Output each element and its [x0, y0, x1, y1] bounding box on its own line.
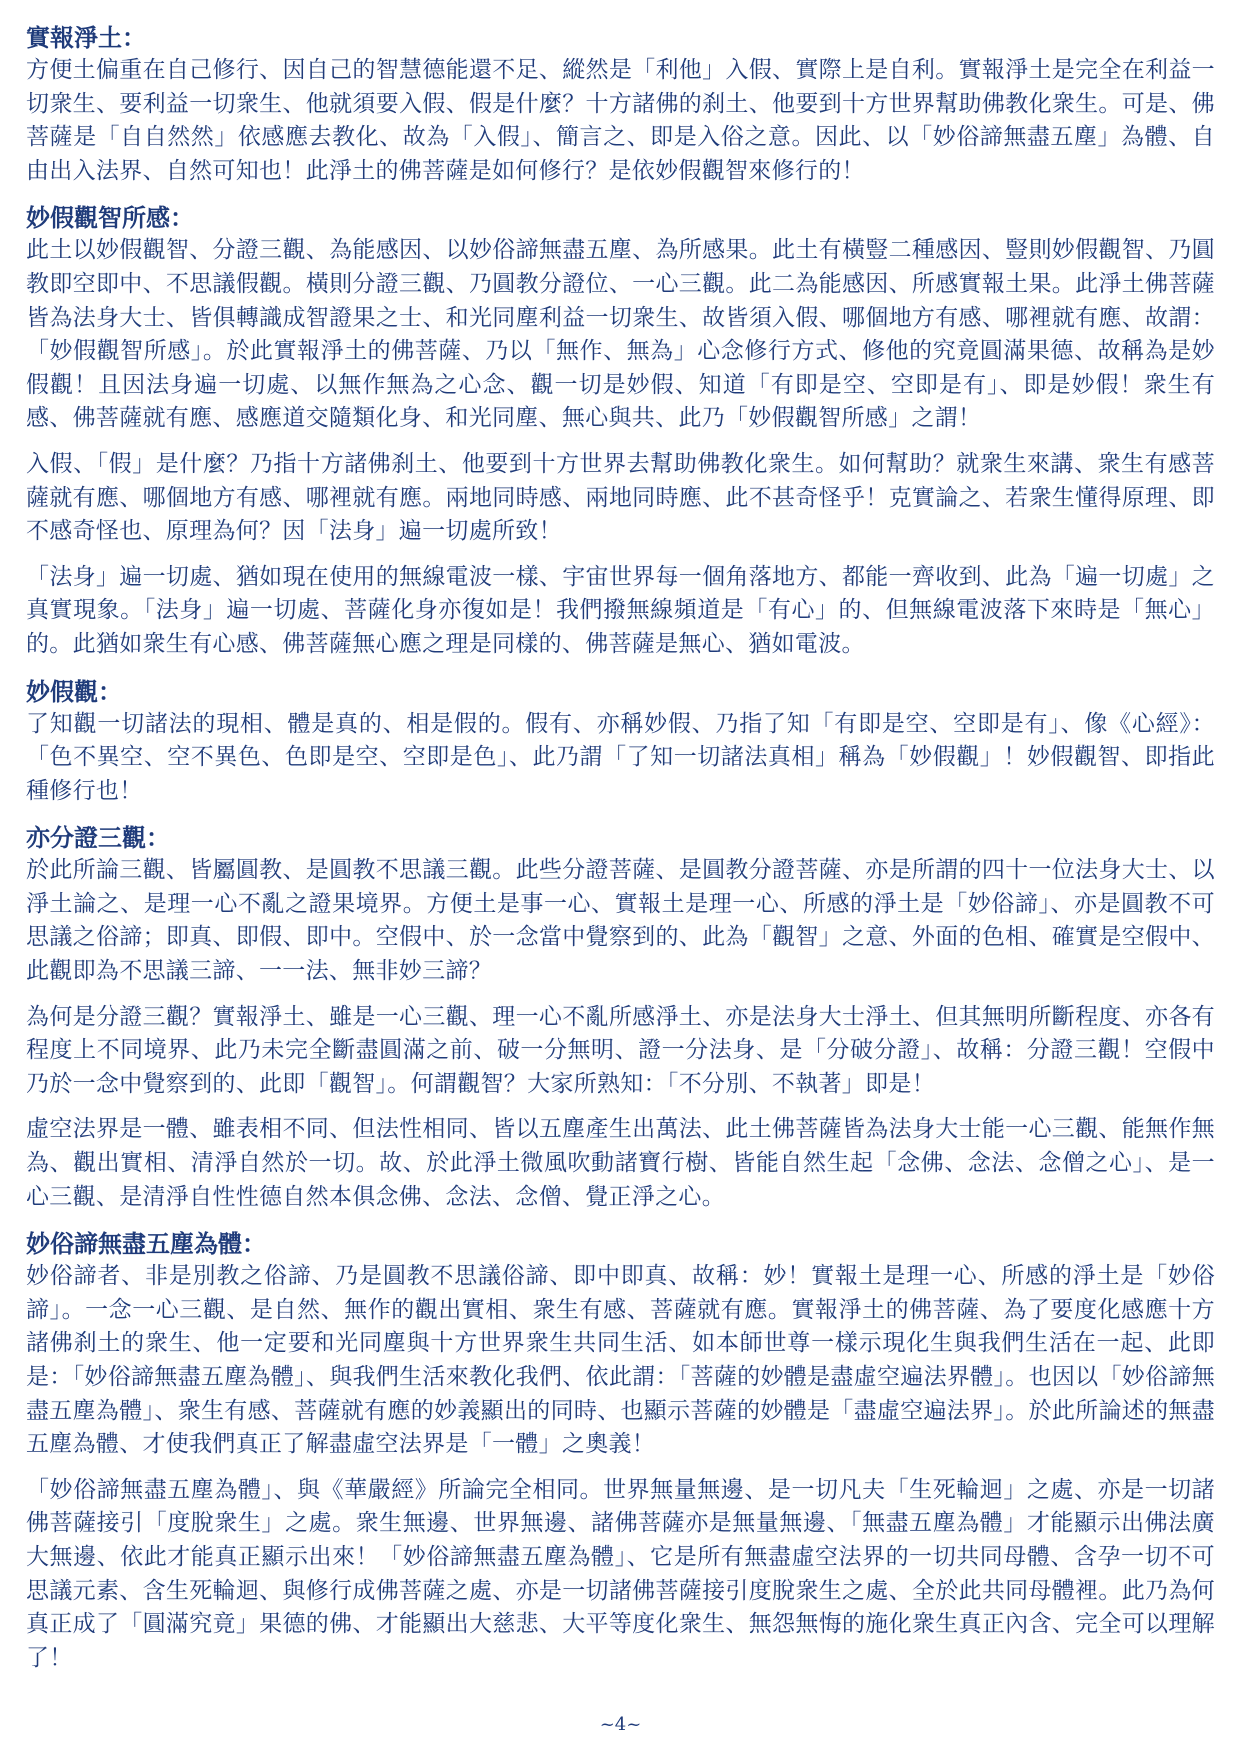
paragraph: 於此所論三觀、皆屬圓教、是圓教不思議三觀。此些分證菩薩、是圓教分證菩薩、亦是所謂的四十一位法身大士、以淨土論之、是理一心不亂之證果境界。方便土是事一心、實報土是理一心、所感的淨土是「妙俗諦」、亦是圓教不可思議之俗諦；即真、即假、即中。空假中、於一念當中覺察到的、此為「觀智」之意、外面的色相、確實是空假中、此觀即為不思議三諦、一一法、無非妙三諦？ — [26, 857, 1215, 985]
paragraph: 「妙俗諦無盡五塵為體」、與《華嚴經》所論完全相同。世界無量無邊、是一切凡夫「生死輪迴」之處、亦是一切諸佛菩薩接引「度脫衆生」之處。衆生無邊、世界無邊、諸佛菩薩亦是無量無邊、「無盡五塵為體」才能顯示出佛法廣大無邊、依此才能真正顯示出來！「妙俗諦無盡五塵為體」、它是所有無盡虛空法界的一切共同母體、含孕一切不可思議元素、含生死輪迴、與修行成佛菩薩之處、亦是一切諸佛菩薩接引度脫衆生之處、全於此共同母體裡。此乃為何真正成了「圓滿究竟」果德的佛、才能顯出大慈悲、大平等度化衆生、無怨無悔的施化衆生真正內含、完全可以理解了！ — [26, 1476, 1215, 1671]
paragraph: 了知觀一切諸法的現相、體是真的、相是假的。假有、亦稱妙假、乃指了知「有即是空、空即是有」、像《心經》：「色不異空、空不異色、色即是空、空即是色」、此乃謂「了知一切諸法真相」稱為「妙假觀」！妙假觀智、即指此種修行也！ — [26, 710, 1215, 804]
paragraph: 入假、「假」是什麼？乃指十方諸佛刹土、他要到十方世界去幫助佛教化衆生。如何幫助？就衆生來講、衆生有感菩薩就有應、哪個地方有感、哪裡就有應。兩地同時感、兩地同時應、此不甚奇怪乎！克實論之、若衆生懂得原理、即不感奇怪也、原理為何？因「法身」遍一切處所致！ — [26, 450, 1215, 545]
paragraph: 此土以妙假觀智、分證三觀、為能感因、以妙俗諦無盡五塵、為所感果。此土有橫豎二種感因、豎則妙假觀智、乃圓教即空即中、不思議假觀。橫則分證三觀、乃圓教分證位、一心三觀。此二為能感因、所感實報土果。此淨土佛菩薩皆為法身大士、皆俱轉識成智證果之士、和光同塵利益一切衆生、故皆須入假、哪個地方有感、哪裡就有應、故謂：「妙假觀智所感」。於此實報淨土的佛菩薩、乃以「無作、無為」心念修行方式、修他的究竟圓滿果德、故稱為是妙假觀！且因法身遍一切處、以無作無為之心念、觀一切是妙假、知道「有即是空、空即是有」、即是妙假！衆生有感、佛菩薩就有應、感應道交隨類化身、和光同塵、無心與共、此乃「妙假觀智所感」之謂！ — [26, 237, 1215, 432]
page-number: ~4~ — [599, 1714, 642, 1735]
section-heading: 實報淨土： — [26, 23, 146, 52]
section-heading: 妙俗諦無盡五塵為體： — [26, 1229, 266, 1259]
section-heading: 亦分證三觀： — [26, 823, 170, 853]
paragraph: 虛空法界是一體、雖表相不同、但法性相同、皆以五塵產生出萬法、此土佛菩薩皆為法身大士能一心三觀、能無作無為、觀出實相、清淨自然於一切。故、於此淨土微風吹動諸寶行樹、皆能自然生起「念佛、念法、念僧之心」、是一心三觀、是清淨自性性德自然本俱念佛、念法、念僧、覺正淨之心。 — [26, 1116, 1215, 1210]
section-heading: 妙假觀： — [26, 676, 122, 706]
section-heading: 妙假觀智所感： — [26, 203, 194, 233]
paragraph: 方便土偏重在自己修行、因自己的智慧德能還不足、縱然是「利他」入假、實際上是自利。實報淨土是完全在利益一切衆生、要利益一切衆生、他就須要入假、假是什麼？十方諸佛的刹土、他要到十方世界幫助佛教化衆生。可是、佛菩薩是「自自然然」依感應去教化、故為「入假」、簡言之、即是入俗之意。因此、以「妙俗諦無盡五塵」為體、自由出入法界、自然可知也！此淨土的佛菩薩是如何修行？是依妙假觀智來修行的！ — [26, 57, 1215, 184]
paragraph: 妙俗諦者、非是別教之俗諦、乃是圓教不思議俗諦、即中即真、故稱：妙！實報土是理一心、所感的淨土是「妙俗諦」。一念一心三觀、是自然、無作的觀出實相、衆生有感、菩薩就有應。實報淨土的佛菩薩、為了要度化感應十方諸佛刹土的衆生、他一定要和光同塵與十方世界衆生共同生活、如本師世尊一樣示現化生與我們生活在一起、此即是：「妙俗諦無盡五塵為體」、與我們生活來教化我們、依此謂：「菩薩的妙體是盡虛空遍法界體」。也因以「妙俗諦無盡五塵為體」、衆生有感、菩薩就有應的妙義顯出的同時、也顯示菩薩的妙體是「盡虛空遍法界」。於此所論述的無盡五塵為體、才使我們真正了解盡虛空法界是「一體」之奧義！ — [26, 1263, 1215, 1458]
paragraph: 為何是分證三觀？實報淨土、雖是一心三觀、理一心不亂所感淨土、亦是法身大士淨土、但其無明所斷程度、亦各有程度上不同境界、此乃未完全斷盡圓滿之前、破一分無明、證一分法身、是「分破分證」、故稱：分證三觀！空假中乃於一念中覺察到的、此即「觀智」。何謂觀智？大家所熟知：「不分別、不執著」即是！ — [26, 1003, 1215, 1097]
paragraph: 「法身」遍一切處、猶如現在使用的無線電波一樣、宇宙世界每一個角落地方、都能一齊收到、此為「遍一切處」之真實現象。「法身」遍一切處、菩薩化身亦復如是！我們撥無線頻道是「有心」的、但無線電波落下來時是「無心」的。此猶如衆生有心感、佛菩薩無心應之理是同樣的、佛菩薩是無心、猶如電波。 — [26, 563, 1215, 657]
